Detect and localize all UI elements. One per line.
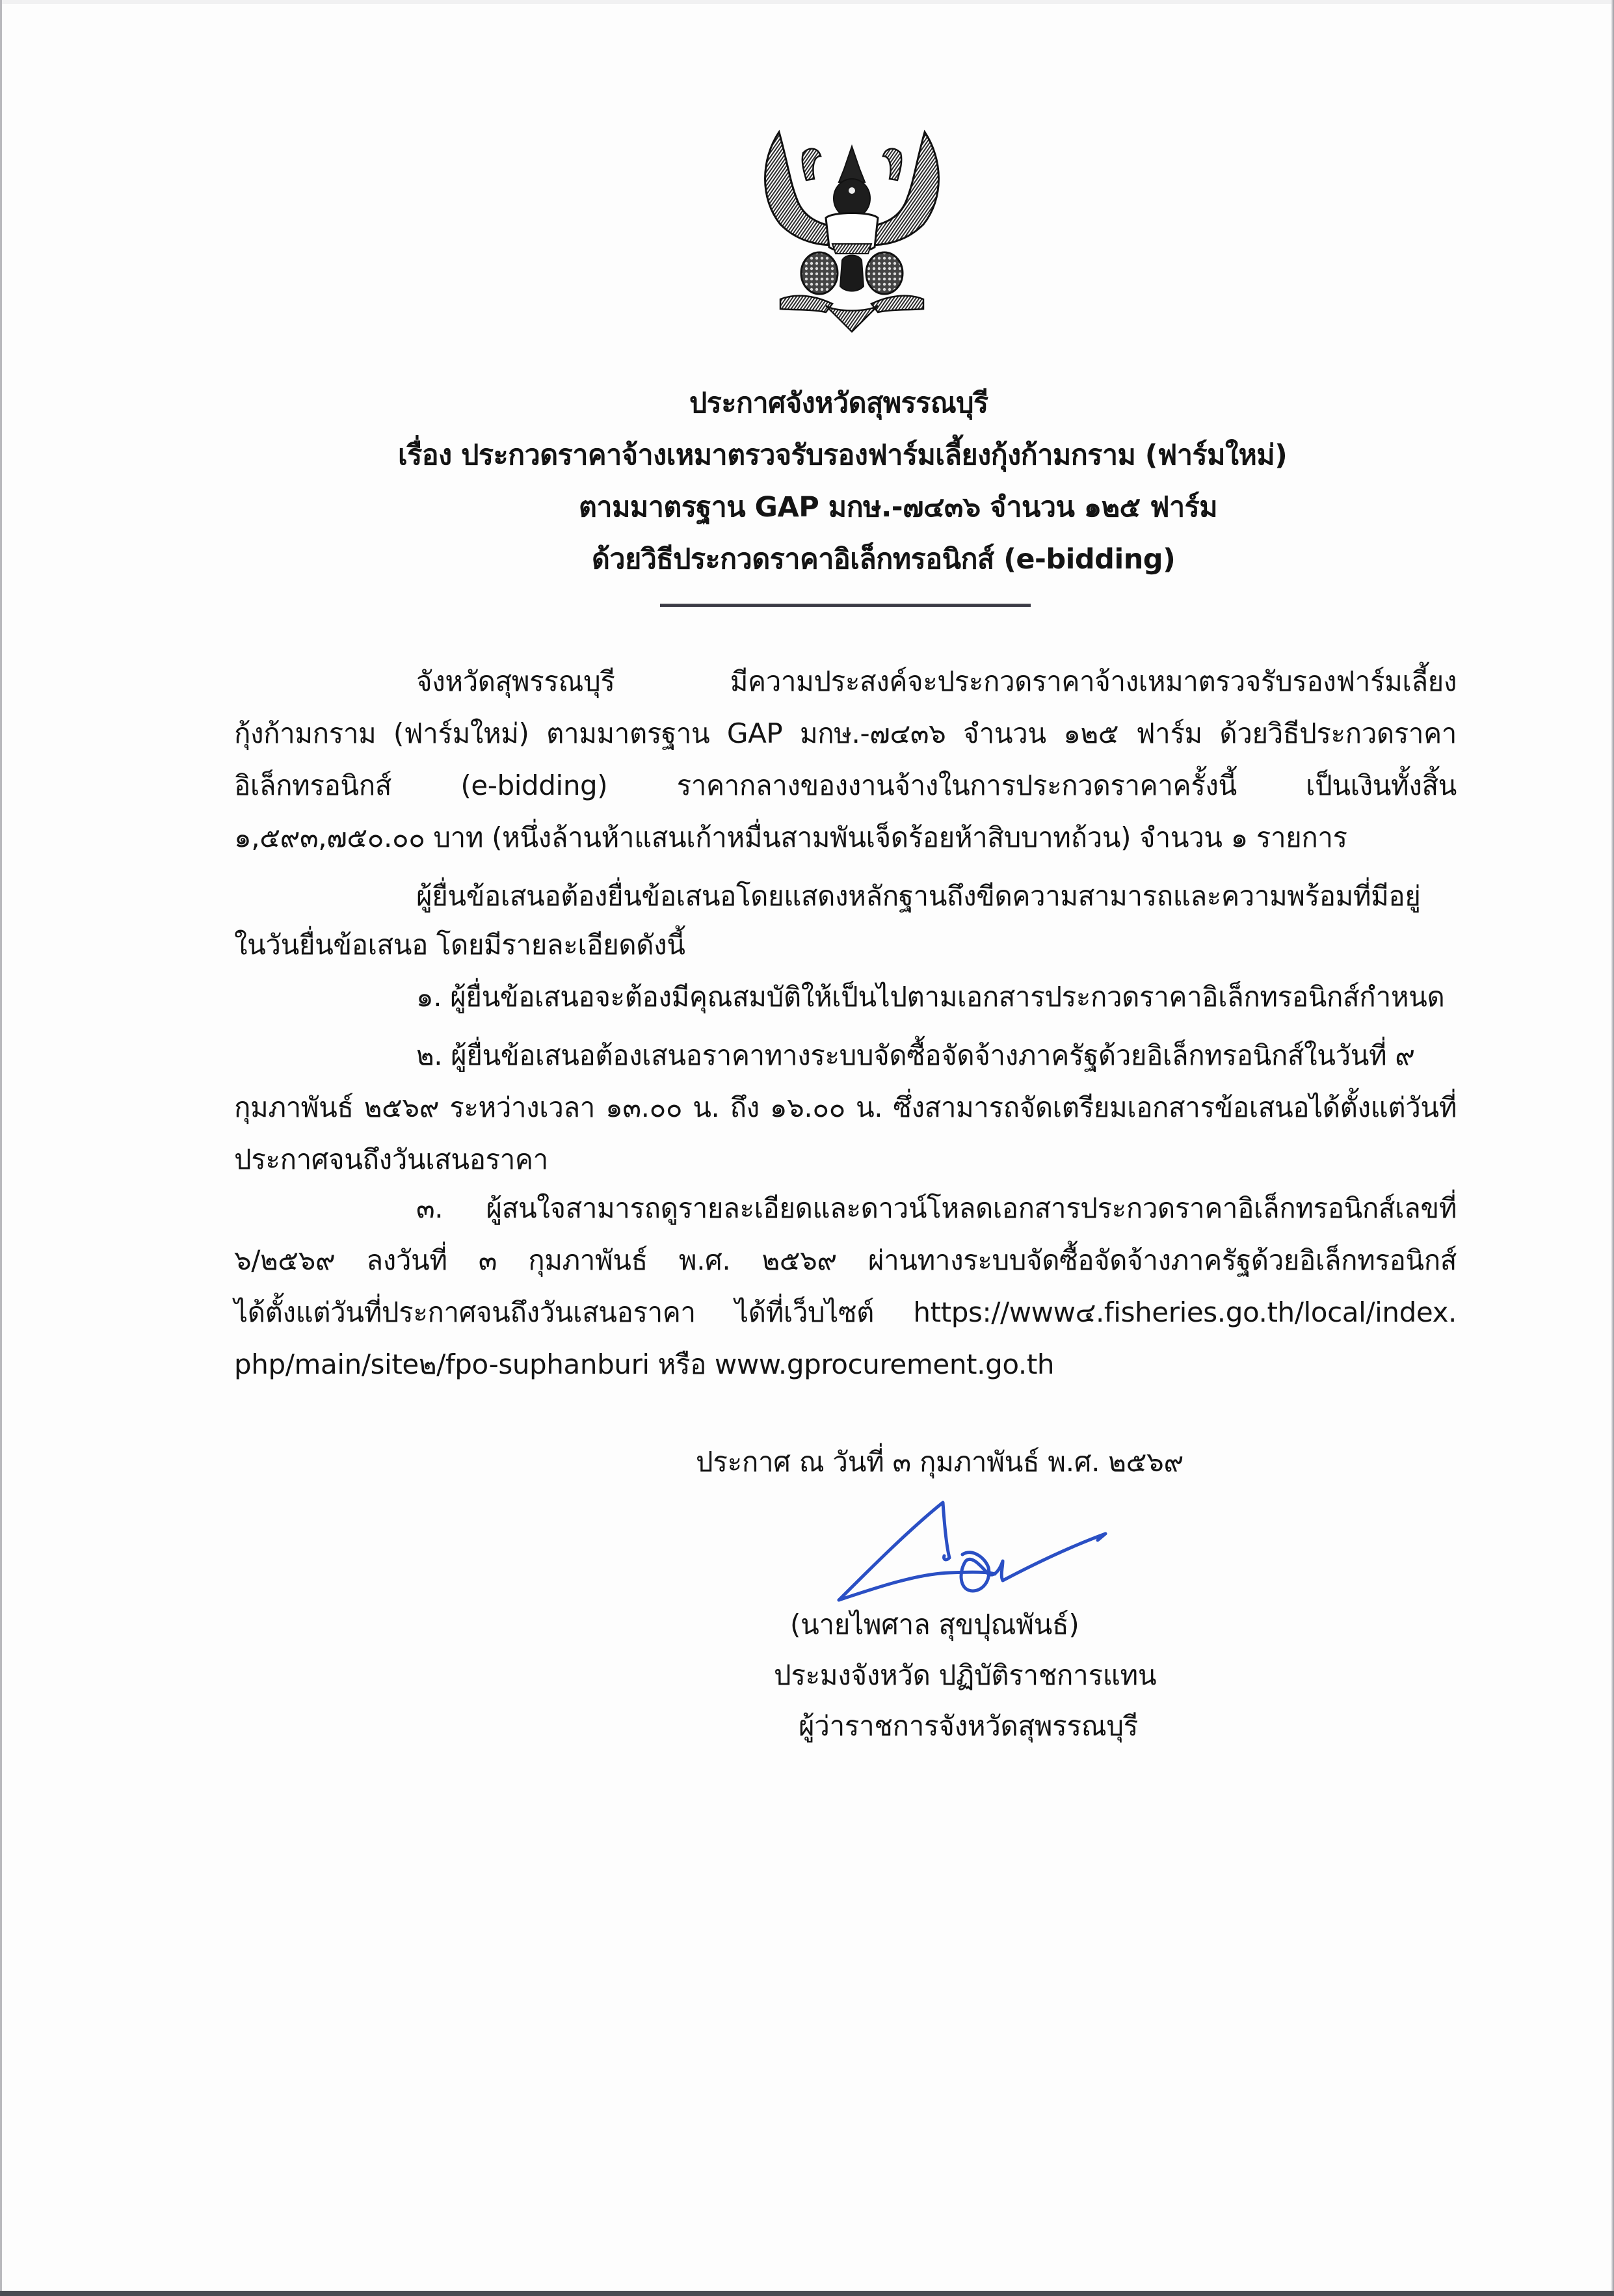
signer-position: ประมงจังหวัด ปฏิบัติราชการแทน: [774, 1659, 1157, 1691]
signer-name: (นายไพศาล สุขปุณพันธ์): [790, 1609, 1079, 1640]
paragraph-line: ในวันยื่นข้อเสนอ โดยมีรายละเอียดดังนี้: [234, 929, 685, 961]
paragraph-line: ผู้ยื่นข้อเสนอต้องยื่นข้อเสนอโดยแสดงหลักฐานถึงขีดความสามารถและความพร้อมที่มีอยู่: [416, 880, 1421, 912]
signer-authority: ผู้ว่าราชการจังหวัดสุพรรณบุรี: [799, 1710, 1138, 1742]
title-subject: เรื่อง ประกวดราคาจ้างเหมาตรวจรับรองฟาร์มเลี้ยงกุ้งก้ามกราม (ฟาร์มใหม่): [398, 439, 1288, 472]
paragraph-line: จังหวัดสุพรรณบุรี มีความประสงค์จะประกวดราคาจ้างเหมาตรวจรับรองฟาร์มเลี้ยง: [416, 665, 1457, 697]
title-method: ด้วยวิธีประกวดราคาอิเล็กทรอนิกส์ (e-bidding): [592, 543, 1176, 576]
list-item-line: ๒. ผู้ยื่นข้อเสนอต้องเสนอราคาทางระบบจัดซื้อจัดจ้างภาครัฐด้วยอิเล็กทรอนิกส์ในวันที่ ๙: [416, 1039, 1415, 1071]
scan-edge-top: [0, 0, 1614, 4]
scan-edge-left: [0, 0, 2, 2296]
scan-edge-bottom: [0, 2291, 1614, 2296]
budget-line: ๑,๕๙๓,๗๕๐.๐๐ บาท (หนึ่งล้านห้าแสนเก้าหมื่นสามพันเจ็ดร้อยห้าสิบบาทถ้วน) จำนวน ๑ รายการ: [234, 821, 1347, 853]
paragraph-line: กุ้งก้ามกราม (ฟาร์มใหม่) ตามมาตรฐาน GAP มกษ.-๗๔๓๖ จำนวน ๑๒๕ ฟาร์ม ด้วยวิธีประกวดราคา: [234, 717, 1457, 749]
title-standard: ตามมาตรฐาน GAP มกษ.-๗๔๓๖ จำนวน ๑๒๕ ฟาร์ม: [579, 491, 1218, 524]
list-item-line: กุมภาพันธ์ ๒๕๖๙ ระหว่างเวลา ๑๓.๐๐ น. ถึง ๑๖.๐๐ น. ซึ่งสามารถจัดเตรียมเอกสารข้อเสนอได้ตั้งแต่วันที่: [234, 1091, 1457, 1123]
website-line: php/main/site๒/fpo-suphanburi หรือ www.gprocurement.go.th: [234, 1348, 1055, 1380]
website-line: ได้ตั้งแต่วันที่ประกาศจนถึงวันเสนอราคา ได้ที่เว็บไซต์ https://www๔.fisheries.go.th/local/index.: [234, 1296, 1457, 1328]
title-issuer: ประกาศจังหวัดสุพรรณบุรี: [689, 387, 988, 420]
list-item-line: ๖/๒๕๖๙ ลงวันที่ ๓ กุมภาพันธ์ พ.ศ. ๒๕๖๙ ผ่านทางระบบจัดซื้อจัดจ้างภาครัฐด้วยอิเล็กทรอนิกส์: [234, 1244, 1457, 1276]
signature-icon: [832, 1496, 1112, 1603]
list-item-line: ๑. ผู้ยื่นข้อเสนอจะต้องมีคุณสมบัติให้เป็นไปตามเอกสารประกวดราคาอิเล็กทรอนิกส์กำหนด: [416, 981, 1445, 1013]
list-item-line: ประกาศจนถึงวันเสนอราคา: [234, 1143, 548, 1175]
garuda-emblem-icon: [741, 120, 962, 335]
scan-edge-right: [1611, 0, 1614, 2296]
announcement-date: ประกาศ ณ วันที่ ๓ กุมภาพันธ์ พ.ศ. ๒๕๖๙: [696, 1446, 1184, 1478]
title-divider: [660, 604, 1031, 607]
paragraph-line: อิเล็กทรอนิกส์ (e-bidding) ราคากลางของงานจ้างในการประกวดราคาครั้งนี้ เป็นเงินทั้งสิ้น: [234, 769, 1457, 801]
list-item-line: ๓. ผู้สนใจสามารถดูรายละเอียดและดาวน์โหลดเอกสารประกวดราคาอิเล็กทรอนิกส์เลขที่: [416, 1192, 1457, 1224]
